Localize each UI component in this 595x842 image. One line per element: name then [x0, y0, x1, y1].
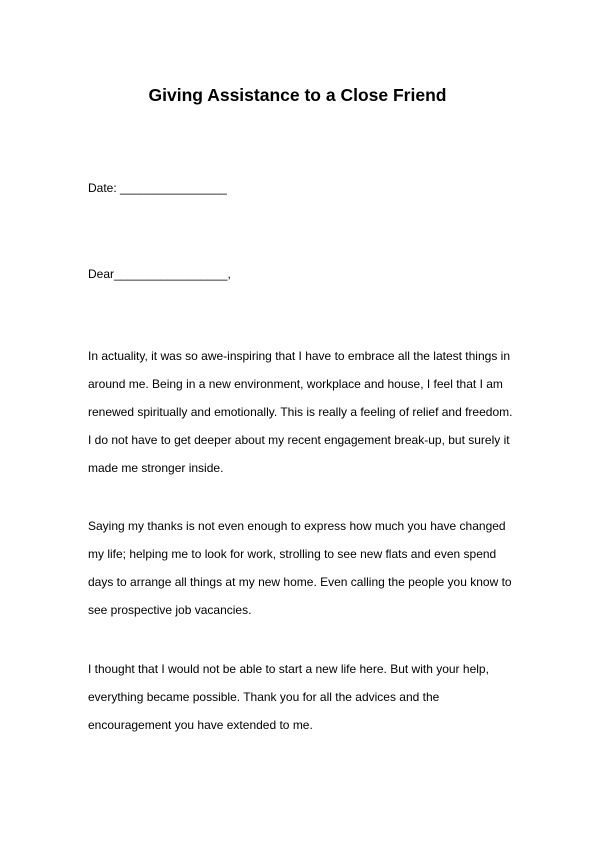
paragraph-line: see prospective job vacancies. [88, 603, 252, 617]
date-line: Date: ________________ [88, 181, 227, 195]
paragraph-1 [88, 342, 518, 482]
paragraph-line: In actuality, it was so awe-inspiring that I have to embrace all the latest things in [88, 349, 510, 363]
paragraph-line: renewed spiritually and emotionally. This is really a feeling of relief and freedom. [88, 405, 513, 419]
paragraph-line: made me stronger inside. [88, 461, 224, 475]
paragraph-line: I do not have to get deeper about my recent engagement break-up, but surely it [88, 433, 510, 447]
paragraph-line: my life; helping me to look for work, strolling to see new flats and even spend [88, 547, 497, 561]
salutation: Dear_________________, [88, 267, 231, 281]
paragraph-line: Saying my thanks is not even enough to express how much you have changed [88, 519, 506, 533]
paragraph-line: around me. Being in a new environment, workplace and house, I feel that I am [88, 377, 503, 391]
paragraph-line: encouragement you have extended to me. [88, 718, 313, 732]
document-title: Giving Assistance to a Close Friend [148, 85, 447, 105]
paragraph-line: I thought that I would not be able to start a new life here. But with your help, [88, 662, 489, 676]
paragraph-2 [88, 512, 518, 624]
paragraph-3 [88, 655, 518, 739]
paragraph-line: everything became possible. Thank you for all the advices and the [88, 690, 440, 704]
paragraph-line: days to arrange all things at my new home. Even calling the people you know to [88, 575, 512, 589]
